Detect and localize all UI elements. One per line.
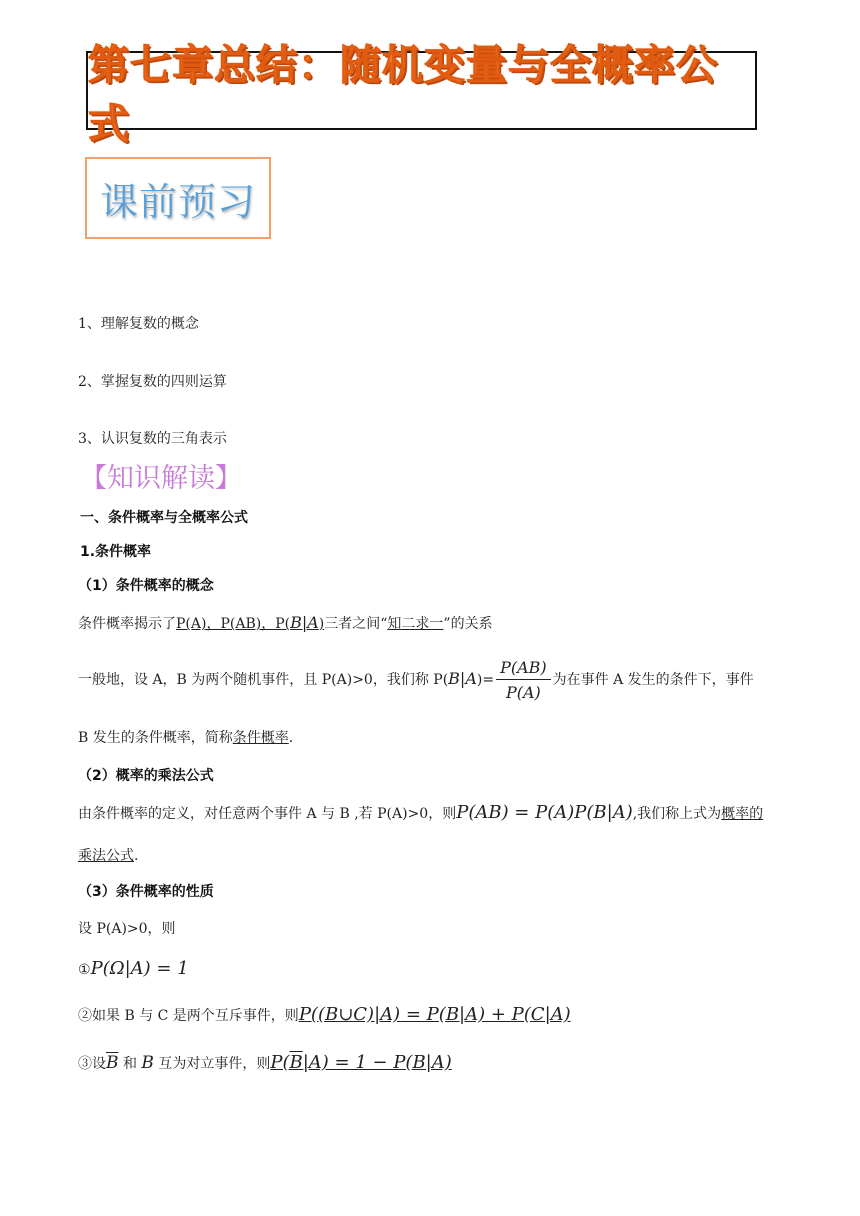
p5-post: .: [134, 848, 139, 864]
p4-pre: 由条件概率的定义，对任意两个事件 A 与 B ,若 P(A)>0，则: [78, 806, 457, 822]
chapter-title: 第七章总结：随机变量与全概率公式: [88, 40, 718, 148]
property-3: [78, 1052, 452, 1073]
p1-underlined: [176, 613, 325, 632]
p1-pre: 条件概率揭示了: [78, 616, 176, 632]
preview-label: 课前预习: [99, 179, 256, 224]
subsection-heading: 1.条件概率: [80, 544, 152, 560]
paragraph-definition-cont: [78, 727, 293, 747]
p1-u1-end: ): [318, 616, 325, 632]
prop3-formula: [270, 1052, 451, 1073]
goal-item-1: 1、理解复数的概念: [78, 316, 199, 332]
goal-item-3: 3、认识复数的三角表示: [78, 431, 227, 447]
fraction-denominator: P(A): [505, 683, 541, 702]
section-heading: 一、条件概率与全概率公式: [80, 510, 248, 526]
prop3-formula-end: |A) = 1 − P(B|A): [302, 1052, 452, 1073]
p2-post: 为在事件 A 发生的条件下，事件: [552, 672, 754, 688]
p2-eq: )=: [476, 672, 495, 688]
paragraph-definition: [78, 658, 754, 702]
p1-know-two: 知二求一: [387, 616, 444, 632]
p3-pre: B 发生的条件概率，简称: [78, 730, 233, 746]
property-2: [78, 1004, 571, 1025]
paragraph-relation: [78, 613, 493, 633]
multiplication-formula: P(AB) = P(A)P(B|A): [456, 802, 633, 823]
prop3-formula-start: P(: [270, 1052, 290, 1073]
prop1-marker: ①: [78, 962, 91, 978]
p3-post: .: [288, 730, 294, 746]
p5-term: 乘法公式: [78, 848, 134, 864]
p3-term: 条件概率: [232, 730, 289, 746]
paragraph-multiplication: [78, 802, 763, 823]
prop2-text: ②如果 B 与 C 是两个互斥事件，则: [78, 1008, 299, 1024]
fraction-numerator: P(AB): [496, 658, 551, 680]
p4-post: ,我们称上式为: [632, 806, 722, 822]
p2-pre: 一般地，设 A，B 为两个随机事件，且 P(A)>0，我们称 P(: [78, 672, 449, 688]
prop3-pre: ③设: [78, 1056, 106, 1072]
property-1: [78, 958, 189, 979]
p2-math: B|A: [448, 669, 477, 688]
knowledge-header: 【知识解读】: [80, 463, 242, 494]
conditional-probability-fraction: [496, 658, 551, 702]
prop3-b-bar: $\overline{B}$: [106, 1053, 119, 1073]
prop2-formula: P((B∪C)|A) = P(B|A) + P(C|A): [298, 1004, 571, 1025]
p1-u1: P(A)，P(AB)，P(: [176, 616, 291, 632]
item-heading-2: （2）概率的乘法公式: [78, 768, 214, 784]
preview-box: [85, 157, 271, 239]
prop3-mid2: 互为对立事件，则: [153, 1056, 271, 1072]
prop1-formula: P(Ω|A) = 1: [90, 958, 189, 979]
prop3-b: B: [141, 1053, 154, 1073]
p1-post: ”的关系: [443, 616, 493, 632]
p4-term: 概率的: [721, 806, 764, 822]
p1-mid: 三者之间“: [324, 616, 388, 632]
item-heading-1: （1）条件概率的概念: [78, 578, 214, 594]
paragraph-multiplication-cont: [78, 845, 138, 865]
paragraph-assume: 设 P(A)>0，则: [78, 921, 176, 937]
item-heading-3: （3）条件概率的性质: [78, 884, 214, 900]
chapter-title-box: [86, 40, 757, 148]
prop3-mid1: 和: [118, 1056, 142, 1072]
goal-item-2: 2、掌握复数的四则运算: [78, 374, 227, 390]
p1-u1-math: B|A: [290, 613, 319, 632]
prop3-formula-b-bar: B: [289, 1052, 303, 1073]
